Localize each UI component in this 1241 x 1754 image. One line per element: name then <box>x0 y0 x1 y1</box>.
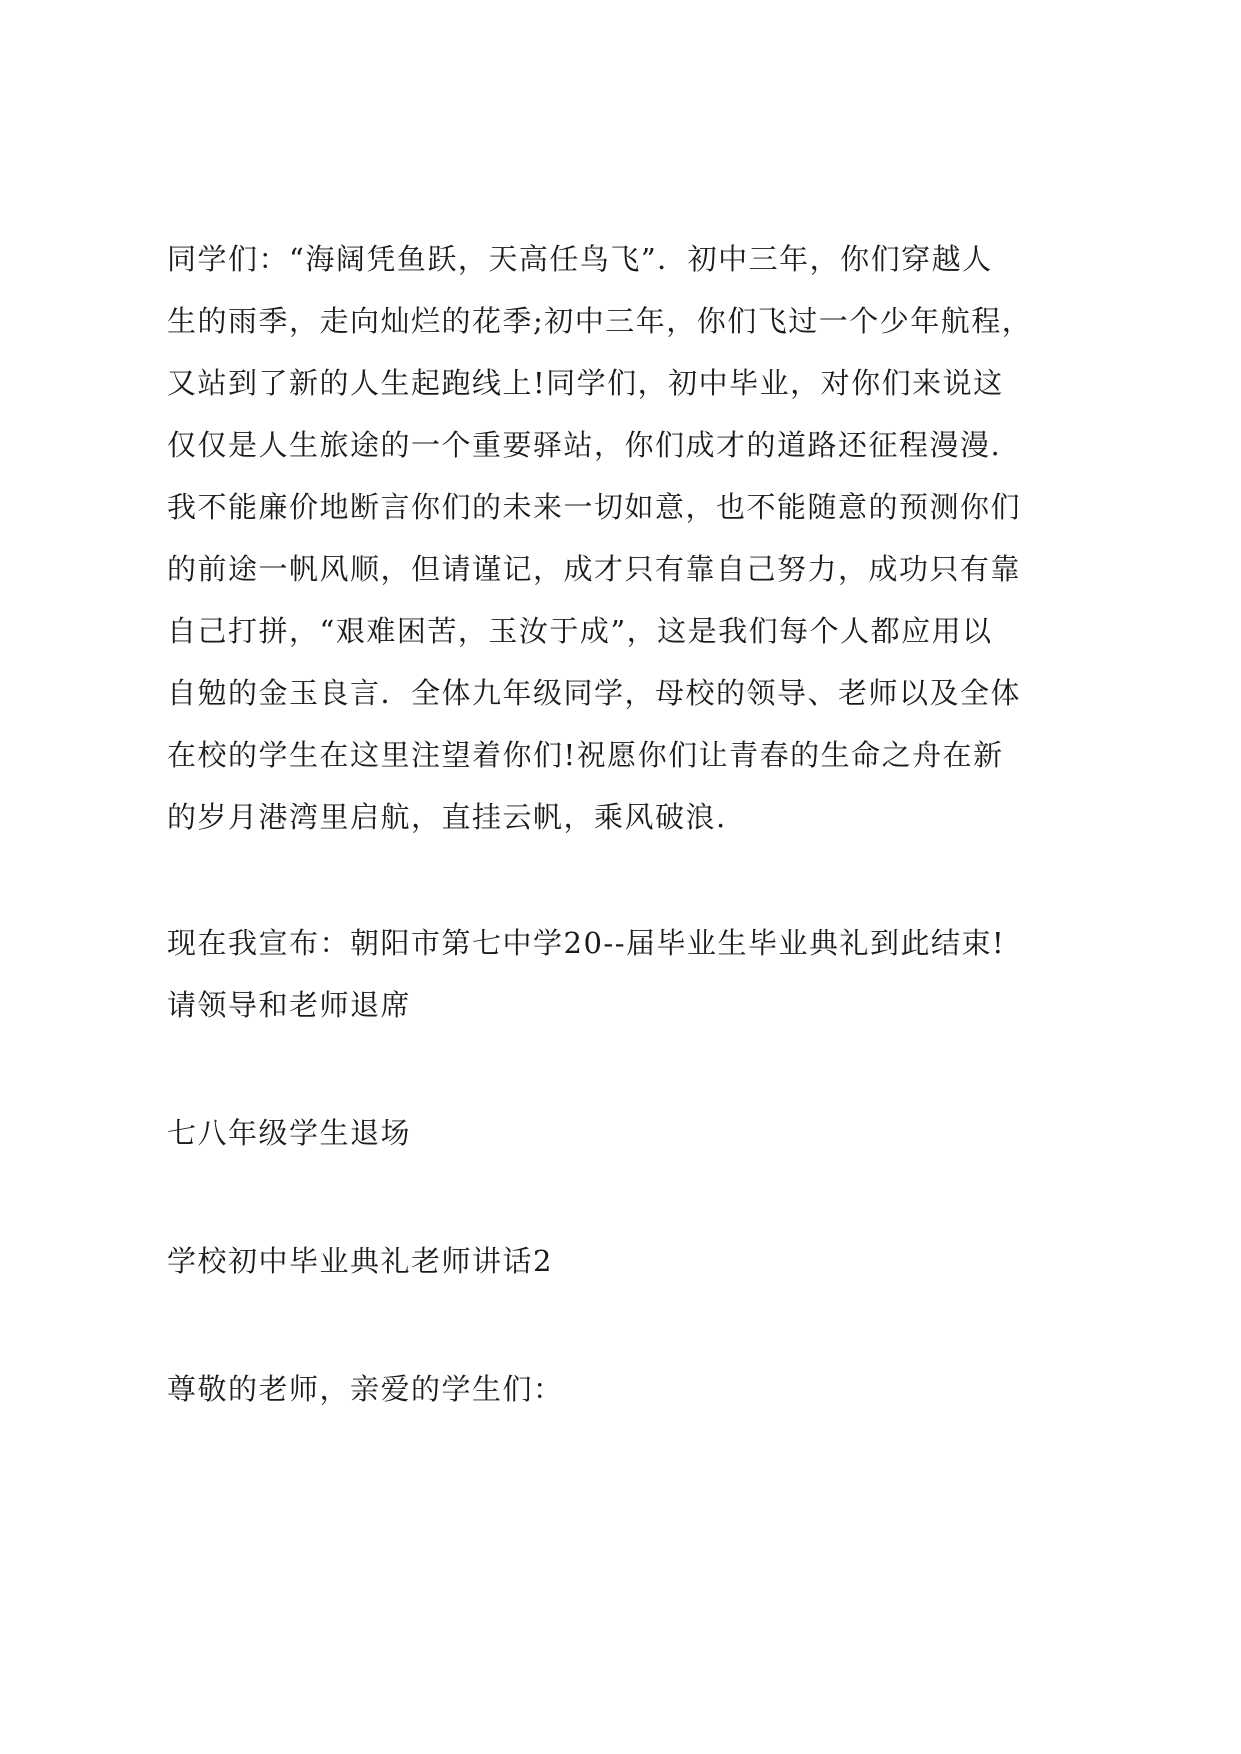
text-line: 七八年级学生退场 <box>167 1116 412 1150</box>
text-line: 的前途一帆风顺，但请谨记，成才只有靠自己努力，成功只有靠 <box>167 552 1022 586</box>
text-line: 请领导和老师退席 <box>167 988 412 1022</box>
paragraph-salutation <box>167 1358 1097 1420</box>
section-heading <box>167 1230 1097 1292</box>
text-line: 尊敬的老师，亲爱的学生们： <box>167 1372 564 1406</box>
text-line: 学校初中毕业典礼老师讲话2 <box>167 1244 553 1278</box>
text-line: 仅仅是人生旅途的一个重要驿站，你们成才的道路还征程漫漫. <box>167 428 1002 462</box>
text-line: 的岁月港湾里启航，直挂云帆，乘风破浪. <box>167 800 727 834</box>
paragraph-spacer <box>167 1292 1097 1358</box>
text-line: 我不能廉价地断言你们的未来一切如意，也不能随意的预测你们 <box>167 490 1022 524</box>
text-line: 自己打拼，“艰难困苦，玉汝于成”，这是我们每个人都应用以 <box>167 614 993 648</box>
text-line: 现在我宣布：朝阳市第七中学20--届毕业生毕业典礼到此结束! <box>167 926 1006 960</box>
paragraph-spacer <box>167 1036 1097 1102</box>
text-line: 在校的学生在这里注望着你们!祝愿你们让青春的生命之舟在新 <box>167 738 1004 772</box>
text-line: 又站到了新的人生起跑线上!同学们，初中毕业，对你们来说这 <box>167 366 1004 400</box>
document-body <box>167 228 1097 1420</box>
paragraph-students-exit <box>167 1102 1097 1164</box>
text-line: 生的雨季，走向灿烂的花季;初中三年，你们飞过一个少年航程， <box>167 304 1033 338</box>
paragraph-closing-announcement <box>167 912 1097 1036</box>
text-line: 同学们：“海阔凭鱼跃，天高任鸟飞”．初中三年，你们穿越人 <box>167 242 993 276</box>
paragraph-spacer <box>167 1164 1097 1230</box>
paragraph-farewell-message <box>167 228 1097 848</box>
paragraph-spacer <box>167 848 1097 912</box>
text-line: 自勉的金玉良言．全体九年级同学，母校的领导、老师以及全体 <box>167 676 1022 710</box>
